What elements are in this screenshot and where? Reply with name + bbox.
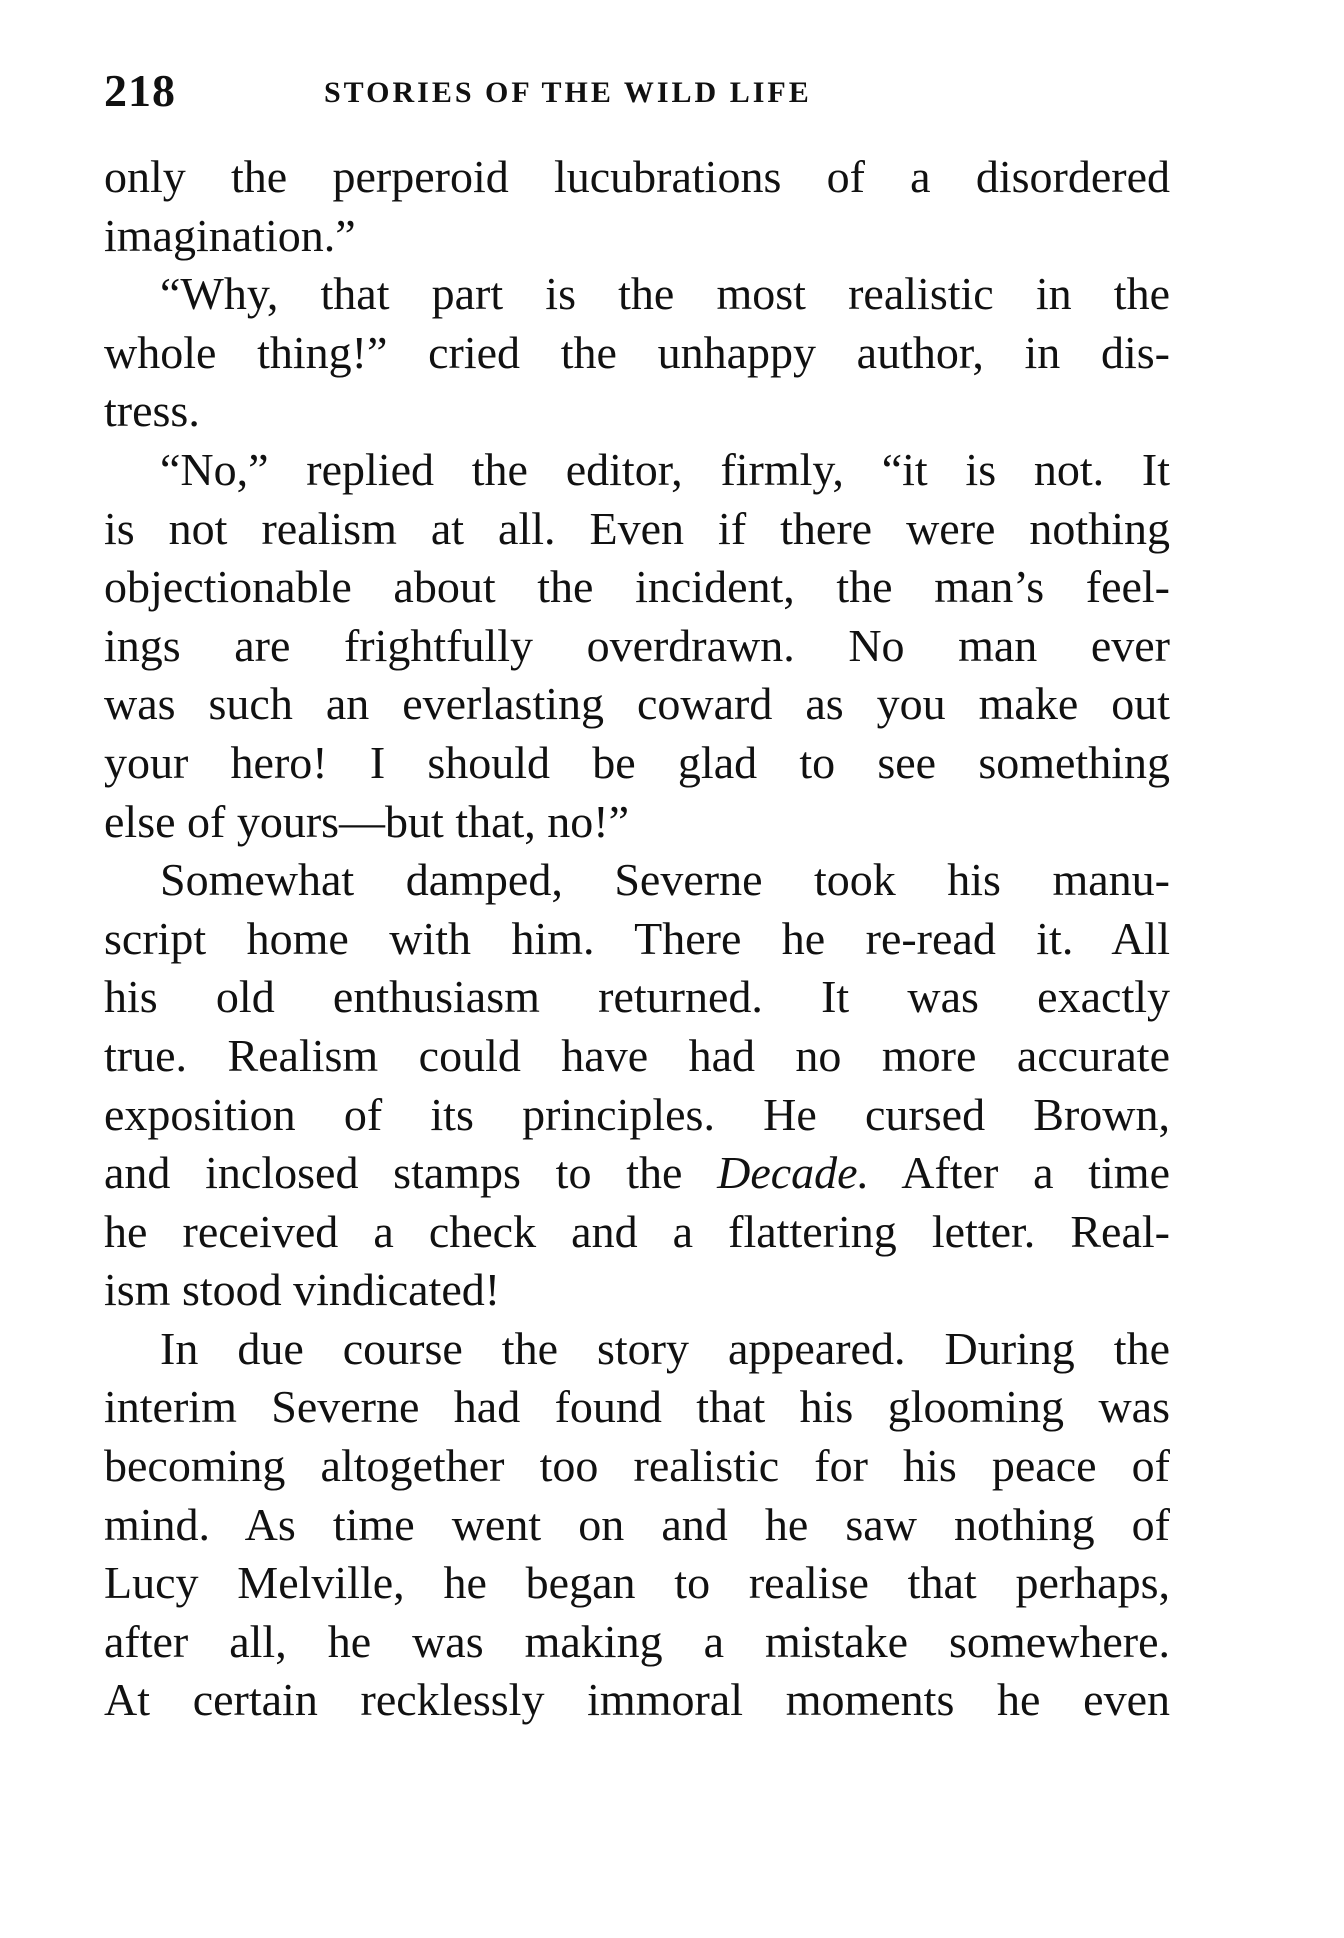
running-head [104,64,1174,124]
italic-title: Decade. [717,1147,870,1199]
paragraph-3 [104,441,1170,851]
text-line: script home with him. There he re-read it. All [104,912,1170,964]
paragraph-2 [104,265,1170,441]
text-line: whole thing!” cried the unhappy author, in dis- [104,326,1170,378]
text-line: your hero! I should be glad to see something [104,736,1170,788]
text-line: his old enthusiasm returned. It was exactly [104,971,1170,1023]
paragraph-1 [104,148,1170,265]
text-line: Lucy Melville, he began to realise that perhaps, [104,1557,1170,1609]
text-line: was such an everlasting coward as you make out [104,678,1170,730]
text-line: ings are frightfully overdrawn. No man ever [104,619,1170,671]
text-line: becoming altogether too realistic for his peace of [104,1440,1170,1492]
text-line: At certain recklessly immoral moments he even [104,1674,1170,1726]
text-line: true. Realism could have had no more accurate [104,1029,1170,1081]
text-line: tress. [104,385,200,437]
text-line: ism stood vindicated! [104,1264,501,1316]
text-run: After a time [869,1147,1170,1199]
paragraph-4 [104,851,1170,1320]
body-text [104,148,1170,1730]
text-line: Somewhat damped, Severne took his manu- [160,854,1170,906]
text-line: mind. As time went on and he saw nothing of [104,1498,1170,1550]
text-line: after all, he was making a mistake somewhere. [104,1615,1170,1667]
text-line: objectionable about the incident, the man’s feel- [104,561,1170,613]
text-line: exposition of its principles. He cursed Brown, [104,1088,1170,1140]
text-line: else of yours—but that, no!” [104,795,630,847]
text-line: he received a check and a flattering letter. Real- [104,1205,1170,1257]
text-line: “Why, that part is the most realistic in the [160,268,1170,320]
paragraph-5 [104,1320,1170,1730]
text-line: In due course the story appeared. During the [160,1322,1170,1374]
text-line: “No,” replied the editor, firmly, “it is not. It [160,443,1170,495]
text-run: and inclosed stamps to the [104,1147,718,1199]
text-line: interim Severne had found that his glooming was [104,1381,1170,1433]
page-number: 218 [104,65,176,116]
text-line: only the perperoid lucubrations of a disordered [104,151,1170,202]
text-line: imagination.” [104,209,356,261]
text-line: is not realism at all. Even if there were nothing [104,502,1170,554]
text-line-with-italic [104,1144,1170,1203]
running-title: STORIES OF THE WILD LIFE [324,76,812,109]
